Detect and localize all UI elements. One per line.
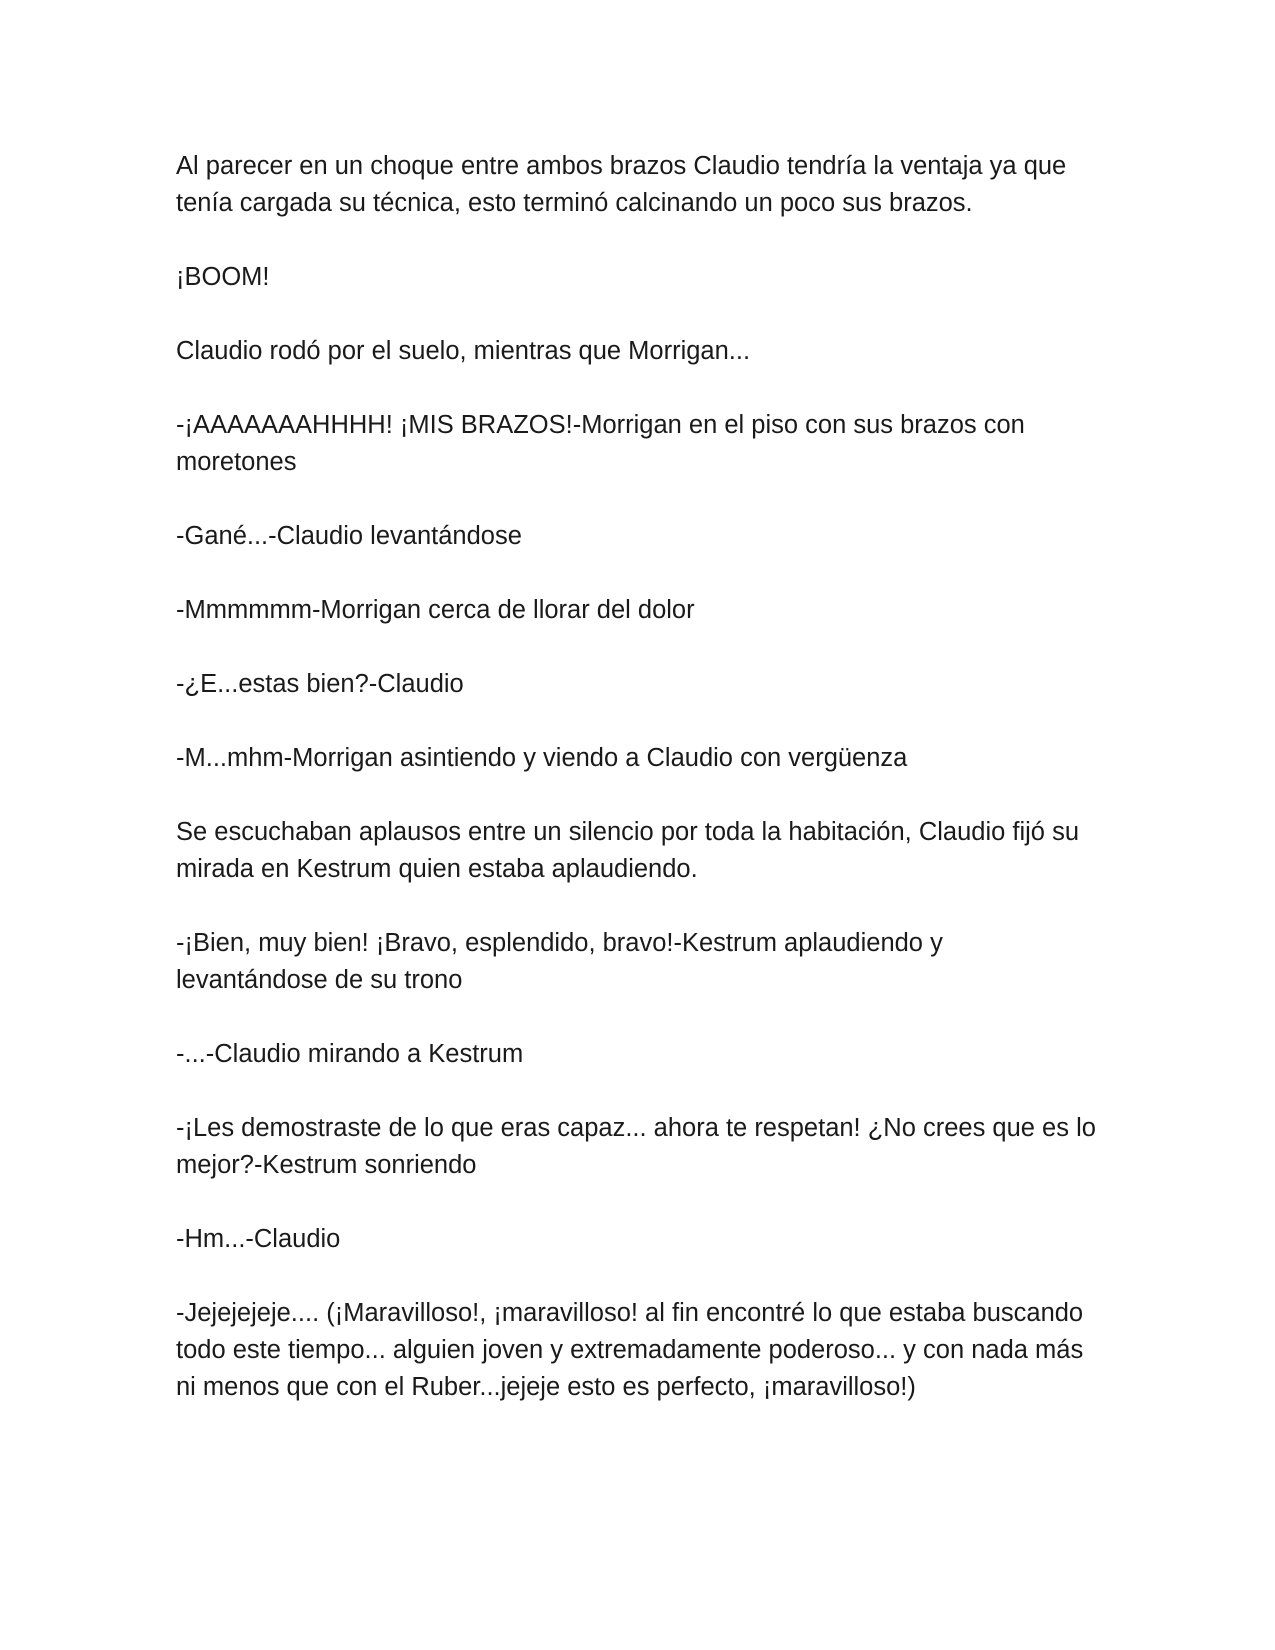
paragraph-11: -...-Claudio mirando a Kestrum: [176, 1040, 524, 1068]
paragraph-13: -Hm...-Claudio: [176, 1225, 341, 1253]
paragraph-10: -¡Bien, muy bien! ¡Bravo, esplendido, bravo!-Kestrum aplaudiendo y levantándose de su trono: [176, 929, 943, 994]
paragraph-9: Se escuchaban aplausos entre un silencio por toda la habitación, Claudio fijó su mirada en Kestrum quien estaba aplaudiendo.: [176, 818, 1080, 883]
document-body: [176, 148, 1096, 1443]
paragraph-5: -Gané...-Claudio levantándose: [176, 522, 522, 550]
paragraph-6: -Mmmmmm-Morrigan cerca de llorar del dolor: [176, 596, 695, 624]
paragraph-8: -M...mhm-Morrigan asintiendo y viendo a Claudio con vergüenza: [176, 744, 908, 772]
paragraph-3: Claudio rodó por el suelo, mientras que Morrigan...: [176, 337, 751, 365]
paragraph-4: -¡AAAAAAAHHHH! ¡MIS BRAZOS!-Morrigan en el piso con sus brazos con moretones: [176, 411, 1025, 476]
paragraph-2: ¡BOOM!: [176, 263, 270, 291]
paragraph-12: -¡Les demostraste de lo que eras capaz... ahora te respetan! ¿No crees que es lo mejor?-Kestrum sonriendo: [176, 1114, 1096, 1179]
paragraph-14: -Jejejejeje.... (¡Maravilloso!, ¡maravilloso! al fin encontré lo que estaba buscando todo este tiempo... alguien joven y extremadamente poderoso... y con nada más ni menos que con el Ruber...jejeje esto es perfecto, ¡maravilloso!): [176, 1299, 1084, 1401]
paragraph-1: Al parecer en un choque entre ambos brazos Claudio tendría la ventaja ya que tenía cargada su técnica, esto terminó calcinando un poco sus brazos.: [176, 152, 1067, 217]
paragraph-7: -¿E...estas bien?-Claudio: [176, 670, 464, 698]
